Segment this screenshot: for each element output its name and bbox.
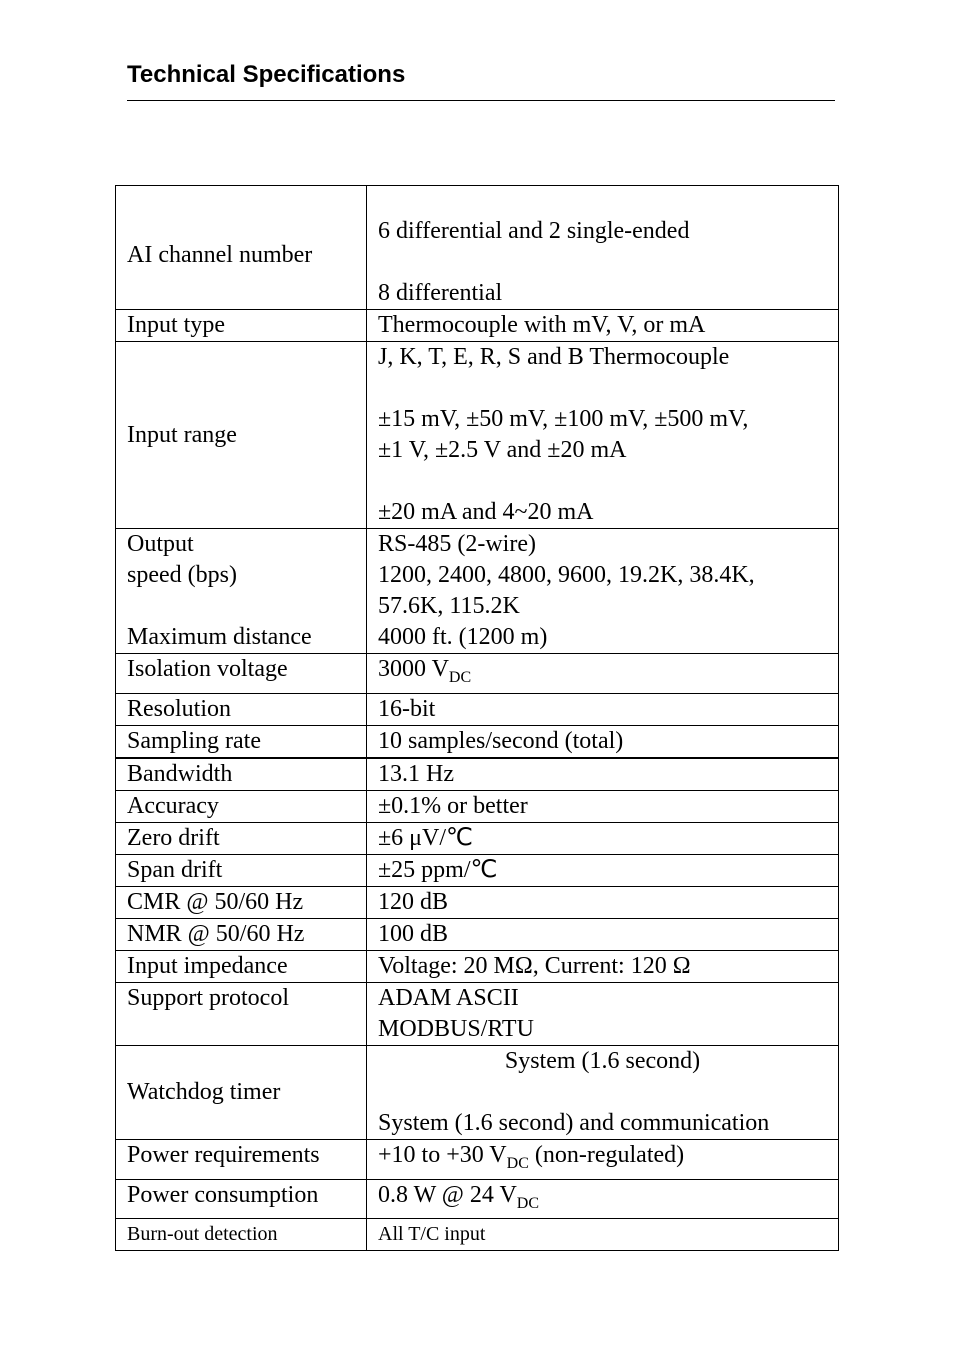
subscript: DC: [448, 668, 472, 686]
spec-value: Voltage: 20 MΩ, Current: 120 Ω: [367, 950, 839, 982]
spec-value: [367, 1139, 839, 1179]
spec-value: All T/C input: [367, 1219, 839, 1251]
table-row: [116, 918, 839, 950]
table-row: [116, 1219, 839, 1251]
spec-value-line: ±20 mA and 4~20 mA: [378, 499, 594, 525]
spec-label: Input range: [116, 342, 367, 529]
spec-value-line: 1200, 2400, 4800, 9600, 19.2K, 38.4K,: [378, 562, 755, 588]
spec-value-line: ±1 V, ±2.5 V and ±20 mA: [378, 437, 627, 463]
spec-value: [367, 1179, 839, 1219]
spec-value-text: 0.8 W @ 24 V: [378, 1181, 517, 1208]
table-row: [116, 529, 839, 654]
spec-label: AI channel number: [116, 186, 367, 310]
spec-value: 13.1 Hz: [367, 758, 839, 791]
spec-value-text: (non-regulated): [528, 1141, 685, 1168]
subscript: DC: [506, 1154, 529, 1172]
spec-value-line: 8 differential: [378, 280, 503, 306]
table-row: [116, 693, 839, 725]
table-row: [116, 310, 839, 342]
spec-label: CMR @ 50/60 Hz: [116, 886, 367, 918]
table-row: [116, 1179, 839, 1219]
subscript: DC: [516, 1194, 540, 1212]
spec-label: [116, 529, 367, 654]
spec-value: [367, 1045, 839, 1139]
table-row: [116, 654, 839, 694]
spec-label: Bandwidth: [116, 758, 367, 791]
spec-value: [367, 529, 839, 654]
spec-label-line: speed (bps): [127, 562, 237, 588]
table-row: [116, 758, 839, 791]
spec-label: Accuracy: [116, 790, 367, 822]
spec-value: 16-bit: [367, 693, 839, 725]
spec-label: Zero drift: [116, 822, 367, 854]
spec-label: Support protocol: [116, 982, 367, 1045]
spec-value-line: 6 differential and 2 single-ended: [378, 218, 690, 244]
spec-table: [115, 185, 839, 1251]
spec-label-line: Output: [127, 531, 194, 557]
spec-label: NMR @ 50/60 Hz: [116, 918, 367, 950]
spec-value-line: System (1.6 second) and communication: [378, 1109, 770, 1136]
table-row: [116, 1045, 839, 1139]
table-row: [116, 822, 839, 854]
spec-label: Watchdog timer: [116, 1045, 367, 1139]
spec-value: ±6 μV/℃: [367, 822, 839, 854]
spec-value: [367, 654, 839, 694]
spec-label-line: Maximum distance: [127, 624, 312, 650]
table-row: [116, 886, 839, 918]
spec-label: Span drift: [116, 854, 367, 886]
spec-value: [367, 342, 839, 529]
spec-label: Resolution: [116, 693, 367, 725]
spec-label: Sampling rate: [116, 725, 367, 758]
spec-value: [367, 982, 839, 1045]
spec-value: ±0.1% or better: [367, 790, 839, 822]
spec-value-line: 4000 ft. (1200 m): [378, 624, 548, 650]
spec-value: 100 dB: [367, 918, 839, 950]
spec-value-line: MODBUS/RTU: [378, 1015, 534, 1042]
page-title: Technical Specifications: [127, 61, 406, 88]
spec-value: Thermocouple with mV, V, or mA: [367, 310, 839, 342]
table-row: [116, 342, 839, 529]
spec-value: ±25 ppm/℃: [367, 854, 839, 886]
spec-label: Isolation voltage: [116, 654, 367, 694]
spec-value: 120 dB: [367, 886, 839, 918]
spec-label: Power consumption: [116, 1179, 367, 1219]
spec-label: Input impedance: [116, 950, 367, 982]
table-row: [116, 982, 839, 1045]
spec-label: Input type: [116, 310, 367, 342]
spec-value: 10 samples/second (total): [367, 725, 839, 758]
table-row: [116, 950, 839, 982]
spec-value-line: ±15 mV, ±50 mV, ±100 mV, ±500 mV,: [378, 406, 749, 432]
spec-label: Burn-out detection: [116, 1219, 367, 1251]
spec-value-text: 3000 V: [378, 656, 449, 682]
table-row: [116, 1139, 839, 1179]
table-row: [116, 725, 839, 758]
table-row: [116, 790, 839, 822]
spec-value-line: System (1.6 second): [504, 1047, 701, 1074]
spec-value-line: J, K, T, E, R, S and B Thermocouple: [378, 344, 730, 370]
spec-value-line: 57.6K, 115.2K: [378, 593, 520, 619]
spec-value-line: ADAM ASCII: [378, 984, 519, 1011]
spec-value-line: RS-485 (2-wire): [378, 531, 536, 557]
spec-label: Power requirements: [116, 1139, 367, 1179]
table-row: [116, 186, 839, 310]
header-rule: [127, 100, 835, 101]
table-row: [116, 854, 839, 886]
spec-value-text: +10 to +30 V: [378, 1141, 507, 1168]
spec-value: [367, 186, 839, 310]
